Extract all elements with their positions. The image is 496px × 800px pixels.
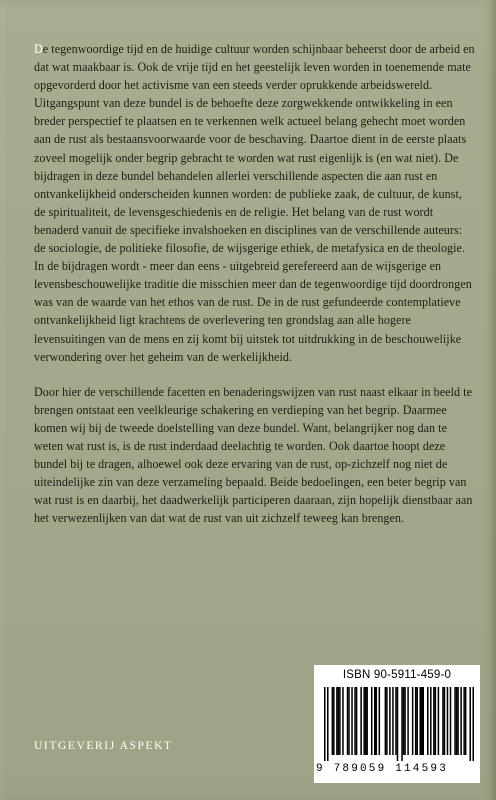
blurb-text	[34, 40, 476, 527]
barcode-bar	[354, 687, 356, 755]
barcode-bar	[460, 687, 462, 755]
barcode-bar	[386, 687, 388, 755]
barcode-bar	[435, 687, 437, 755]
barcode-bar	[433, 687, 435, 755]
barcode-bar	[456, 687, 458, 755]
barcode-bar	[392, 687, 394, 755]
barcode-bar	[447, 687, 449, 755]
barcode-bar	[333, 687, 335, 755]
isbn-label: ISBN 90-5911-459-0	[342, 669, 452, 681]
barcode-bar	[421, 687, 423, 755]
barcode-bar	[389, 687, 391, 755]
blurb-paragraph-1-text: e tegenwoordige tijd en de huidige cultuur worden schijnbaar beheerst door de arbeid en dat wat maakbaar is. Ook de vrije tijd en het geestelijk leven worden in toenemende mate opgevorderd door het activisme van een steeds verder oprukkende arbeidswereld. Uitgangspunt van deze bundel is de behoefte deze zorgwekkende ontwikkeling in een breder perspectief te plaatsen en te verkennen welk actueel belang gehecht moet worden aan de rust als bestaansvoorwaarde voor de beschaving. Daartoe dient in de eerste plaats zoveel mogelijk onder begrip gebracht te worden wat rust eigenlijk is (en wat niet). De bijdragen in deze bundel behandelen allerlei verschillende aspecten die aan rust en ontvankelijkheid onderscheiden kunnen worden: de publieke zaak, de cultuur, de kunst, de spiritualiteit, de levensgeschiedenis en de religie. Het belang van de rust wordt benaderd vanuit de specifieke invalshoeken en disciplines van de verschillende auteurs: de sociologie, de politieke filosofie, de wijsgerige ethiek, de metafysica en de theologie. In de bijdragen wordt - meer dan eens - uitgebreid gerefereerd aan de wijsgerige en levensbeschouwelijke traditie die misschien meer dan de tegenwoordige tijd doordrongen was van de waarde van het ethos van de rust. De in de rust gefundeerde contemplatieve ontvankelijkheid ligt krachtens de overlevering ten grondslag aan alle hogere levensuitingen van de mens en zij komt bij uitstek tot uitdrukking in de beschouwelijke verwondering over het geheim van de werkelijkheid.	[34, 42, 475, 364]
cover-edge-shadow	[488, 0, 496, 800]
blurb-paragraph-2: Door hier de verschillende facetten en benaderingswijzen van rust naast elkaar in beeld te brengen ontstaat een veelkleurige schakering en verdieping van het begrip. Daarmee komen wij bij de tweede doelstelling van deze bundel. Want, belangrijker nog dan te weten wat rust is, is de rust inderdaad deelachtig te worden. Ook daartoe hoopt deze bundel bij te dragen, alhoewel ook deze ervaring van de rust, op-zichzelf nog niet de uiteindelijke zin van deze verzameling bepaald. Beide bedoelingen, een beter begrip van wat rust is en daarbij, het daadwerkelijk participeren daaraan, zijn hopelijk dienstbaar aan het verwezenlijken van dat wat de rust van uit zichzelf teweeg kan brengen.	[34, 384, 473, 526]
barcode-digits: 9 789059 114593	[316, 763, 449, 775]
barcode-bar	[404, 687, 406, 755]
barcode-bar	[397, 687, 399, 761]
barcode-bar	[407, 687, 409, 755]
barcode-bar	[365, 687, 367, 755]
barcode-bar	[338, 687, 340, 755]
barcode-bar	[444, 687, 446, 755]
barcode-bar	[403, 687, 405, 755]
barcode-bar	[395, 687, 397, 755]
barcode-bar	[430, 687, 432, 755]
barcode-bar	[379, 687, 381, 755]
barcode-bar	[376, 687, 378, 755]
publisher-name: UITGEVERIJ ASPEKT	[34, 740, 173, 752]
barcode-bar	[347, 687, 349, 755]
barcode-bar	[371, 687, 373, 755]
barcode-bar	[469, 687, 471, 761]
barcode-bar	[450, 687, 452, 755]
barcode-bar	[472, 687, 474, 761]
drop-cap: D	[34, 42, 43, 56]
barcode-bar	[351, 687, 353, 755]
barcode-bar	[336, 687, 338, 755]
barcode-bar	[416, 687, 418, 755]
barcode-bar	[356, 687, 358, 755]
barcode-bar	[415, 687, 417, 755]
barcode-bar	[366, 687, 368, 755]
barcode-icon	[324, 687, 474, 761]
barcode-bar	[412, 687, 414, 755]
barcode-bar	[419, 687, 421, 755]
barcode-bar	[422, 687, 424, 755]
barcode-bar	[360, 687, 362, 755]
barcode-bar	[442, 687, 444, 755]
barcode-bar	[342, 687, 344, 755]
barcode-bar	[324, 687, 326, 761]
blurb-paragraph-1	[34, 40, 476, 366]
barcode-bar	[348, 687, 350, 755]
barcode-bar	[327, 687, 329, 761]
barcode-bar	[332, 687, 334, 755]
barcode-bar	[454, 687, 456, 755]
barcode-bar	[463, 687, 465, 755]
barcode-bar	[457, 687, 459, 755]
barcode-bar	[427, 687, 429, 755]
barcode-bar	[339, 687, 341, 755]
isbn-barcode-block	[314, 665, 480, 783]
barcode-bar	[385, 687, 387, 755]
barcode-bar	[438, 687, 440, 755]
barcode-bar	[465, 687, 467, 755]
barcode-bar	[374, 687, 376, 755]
barcode-bar	[363, 687, 365, 755]
barcode-bar	[401, 687, 403, 761]
